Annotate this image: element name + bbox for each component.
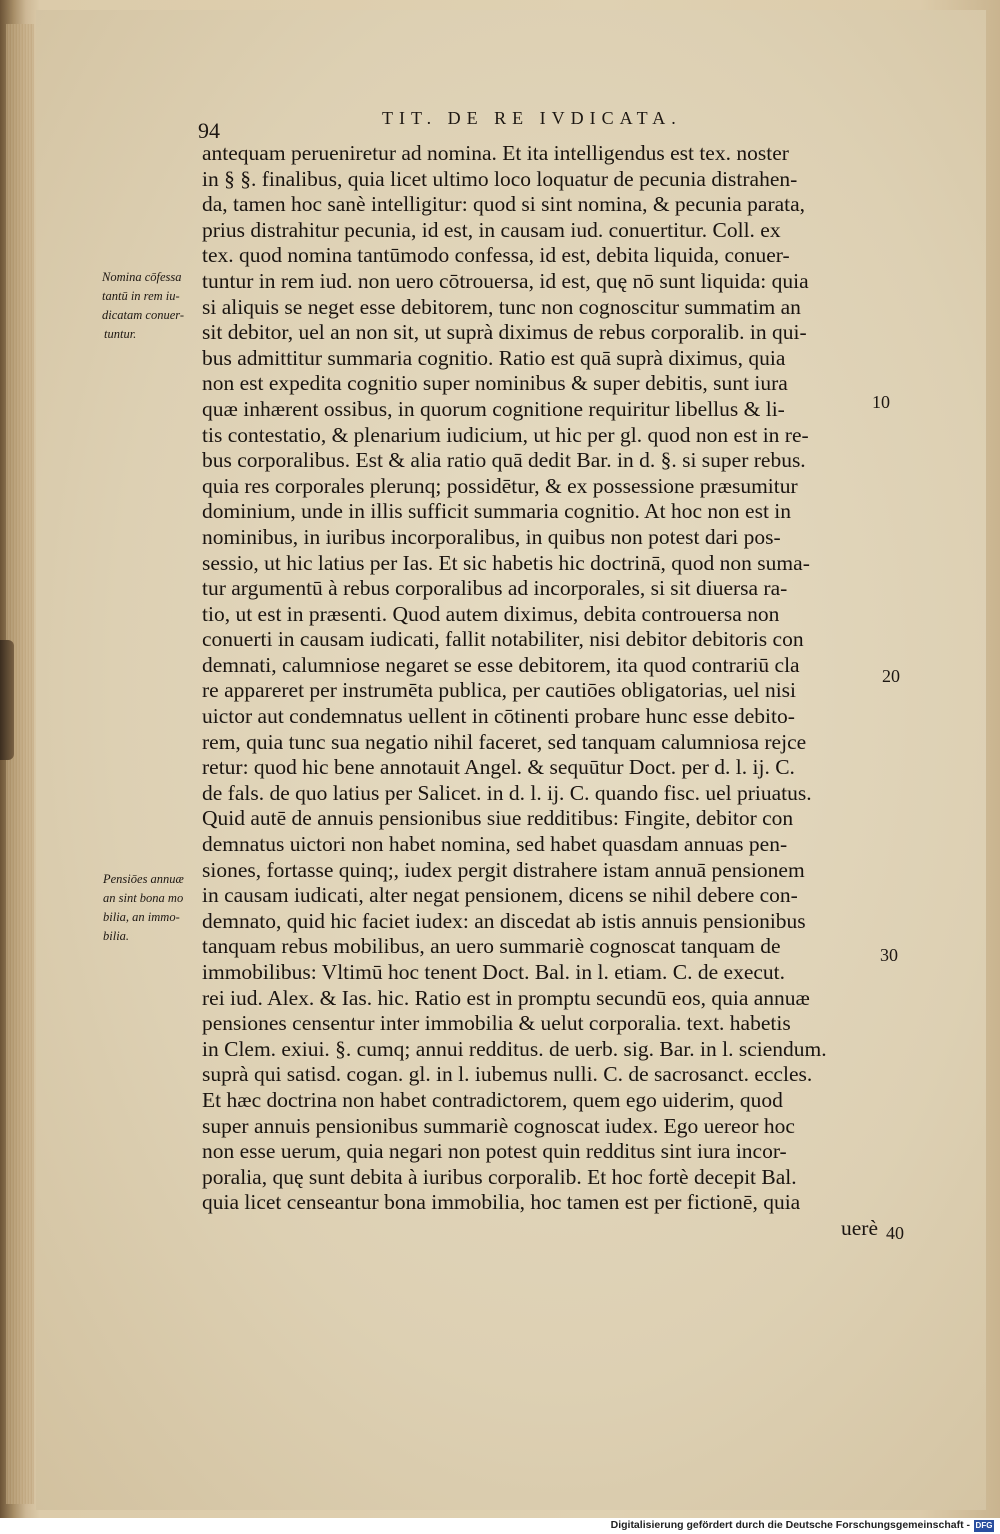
text-line: re appareret per instrumēta publica, per cautiōes obligatorias, uel nisi — [202, 678, 797, 703]
text-line: in causam iudicati, alter negat pensionem, dicens se nihil debere con- — [202, 883, 798, 908]
text-line: uictor aut condemnatus uellent in cōtinenti probare hunc esse debito- — [202, 704, 795, 729]
text-line: da, tamen hoc sanè intelligitur: quod si sint nomina, & pecunia parata, — [202, 192, 806, 217]
margin-note-line: Nomina cōfessa — [102, 270, 182, 284]
body-text — [202, 141, 882, 1242]
text-line: si aliquis se neget esse debitorem, tunc non cognoscitur summatim an — [202, 294, 801, 319]
margin-note-line: bilia. — [103, 929, 130, 943]
text-line: siones, fortasse quinq;, iudex pergit distrahere istam annuā pensionem — [202, 857, 805, 882]
margin-note-line: tuntur. — [104, 327, 137, 341]
text-line: bus admittitur summaria cognitio. Ratio est quā suprà diximus, quia — [202, 345, 786, 370]
text-line: prius distrahitur pecunia, id est, in causam iud. conuertitur. Coll. ex — [202, 217, 781, 242]
text-line: non est expedita cognitio super nominibus & super debitis, sunt iura — [202, 371, 788, 396]
text-line: tis contestatio, & plenarium iudicium, ut hic per gl. quod non est in re- — [202, 422, 809, 447]
margin-note-line: tantū in rem iu- — [102, 289, 180, 303]
line-number-10: 10 — [872, 392, 890, 412]
margin-note-nomina — [102, 268, 184, 344]
text-line: quia res corporales plerunq; possidētur, & ex possessione præsumitur — [202, 473, 798, 498]
page-edges — [6, 24, 34, 1504]
text-line: super annuis pensionibus summariè cognoscat iudex. Ego uereor hoc — [202, 1113, 795, 1138]
text-line: immobilibus: Vltimū hoc tenent Doct. Bal. in l. etiam. C. de execut. — [202, 960, 785, 984]
text-line: tuntur in rem iud. non uero cōtrouersa, id est, quę nō sunt liquida: quia — [202, 268, 809, 293]
text-line: nominibus, in iuribus incorporalibus, in quibus non potest dari pos- — [202, 524, 781, 549]
text-line: conuerti in causam iudicati, fallit notabiliter, nisi debitor debitoris con — [202, 627, 804, 652]
text-line: rei iud. Alex. & Ias. hic. Ratio est in promptu secundū eos, quia annuæ — [202, 985, 810, 1010]
running-title: TIT. DE RE IVDICATA. — [382, 108, 682, 128]
dfg-logo: DFG — [975, 1521, 993, 1530]
text-line: in Clem. exiui. §. cumq; annui redditus. de uerb. sig. Bar. in l. sciendum. — [202, 1036, 827, 1061]
text-line: demnatus uictori non habet nomina, sed habet quasdam annuas pen- — [202, 832, 788, 857]
book-clip — [0, 640, 14, 760]
text-line: demnato, quid hic faciet iudex: an discedat ab istis annuis pensionibus — [202, 908, 806, 933]
text-line: rem, quia tunc sua negatio nihil faceret, sed tanquam calumniosa rejce — [202, 729, 807, 754]
margin-note-line: bilia, an immo- — [103, 910, 180, 924]
line-number-40: 40 — [886, 1223, 904, 1243]
text-line: de fals. de quo latius per Salicet. in d. l. ij. C. quando fisc. uel priuatus. — [202, 780, 812, 805]
margin-note-line: dicatam conuer- — [102, 308, 185, 322]
footer-credit: Digitalisierung gefördert durch die Deutsche Forschungsgemeinschaft - — [610, 1519, 970, 1531]
text-line: antequam perueniretur ad nomina. Et ita intelligendus est tex. noster — [202, 141, 789, 165]
page-number: 94 — [198, 118, 220, 143]
text-line: demnati, calumniose negaret se esse debitorem, ita quod contrariū cla — [202, 652, 800, 677]
text-line: tio, ut est in præsenti. Quod autem diximus, debita controuersa non — [202, 601, 780, 626]
text-line: retur: quod hic bene annotauit Angel. & sequūtur Doct. per d. l. ij. C. — [202, 755, 795, 780]
line-number-30: 30 — [880, 945, 898, 965]
text-line: tanquam rebus mobilibus, an uero summariè cognoscat tanquam de — [202, 934, 781, 959]
text-line: quæ inhærent ossibus, in quorum cognitione requiritur libellus & li- — [202, 396, 785, 421]
text-line: tex. quod nomina tantūmodo confessa, id est, debita liquida, conuer- — [202, 243, 790, 268]
line-number-20: 20 — [882, 666, 900, 686]
text-line: pensiones censentur inter immobilia & uelut corporalia. text. habetis — [202, 1011, 791, 1036]
margin-note-line: an sint bona mo — [103, 891, 184, 905]
text-line: suprà qui satisd. cogan. gl. in l. iubemus nulli. C. de sacrosanct. eccles. — [202, 1062, 813, 1087]
margin-note-pensiones — [103, 870, 184, 946]
text-line: poralia, quę sunt debita à iuribus corporalib. Et hoc fortè decepit Bal. — [202, 1164, 797, 1189]
catchword: uerè — [841, 1215, 878, 1240]
text-line: Quid autē de annuis pensionibus siue redditibus: Fingite, debitor con — [202, 806, 794, 831]
text-line: sit debitor, uel an non sit, ut suprà diximus de rebus corporalib. in qui- — [202, 320, 807, 345]
text-line: quia licet censeantur bona immobilia, hoc tamen est per fictionē, quia — [202, 1190, 801, 1215]
text-line: dominium, unde in illis sufficit summaria cognitio. At hoc non est in — [202, 499, 792, 524]
text-line: in § §. finalibus, quia licet ultimo loco loquatur de pecunia distrahen- — [202, 166, 798, 191]
text-line: non esse uerum, quia negari non potest quin redditus sint iura incor- — [202, 1139, 787, 1164]
text-line: tur argumentū à rebus corporalibus ad incorporales, si sit diuersa ra- — [202, 576, 788, 601]
text-line: sessio, ut hic latius per Ias. Et sic habetis hic doctrinā, quod non suma- — [202, 550, 810, 575]
margin-note-line: Pensiōes annuæ — [103, 872, 184, 886]
text-line: bus corporalibus. Est & alia ratio quā dedit Bar. in d. §. si super rebus. — [202, 448, 806, 473]
text-line: Et hæc doctrina non habet contradictorem, quem ego uiderim, quod — [202, 1087, 783, 1112]
